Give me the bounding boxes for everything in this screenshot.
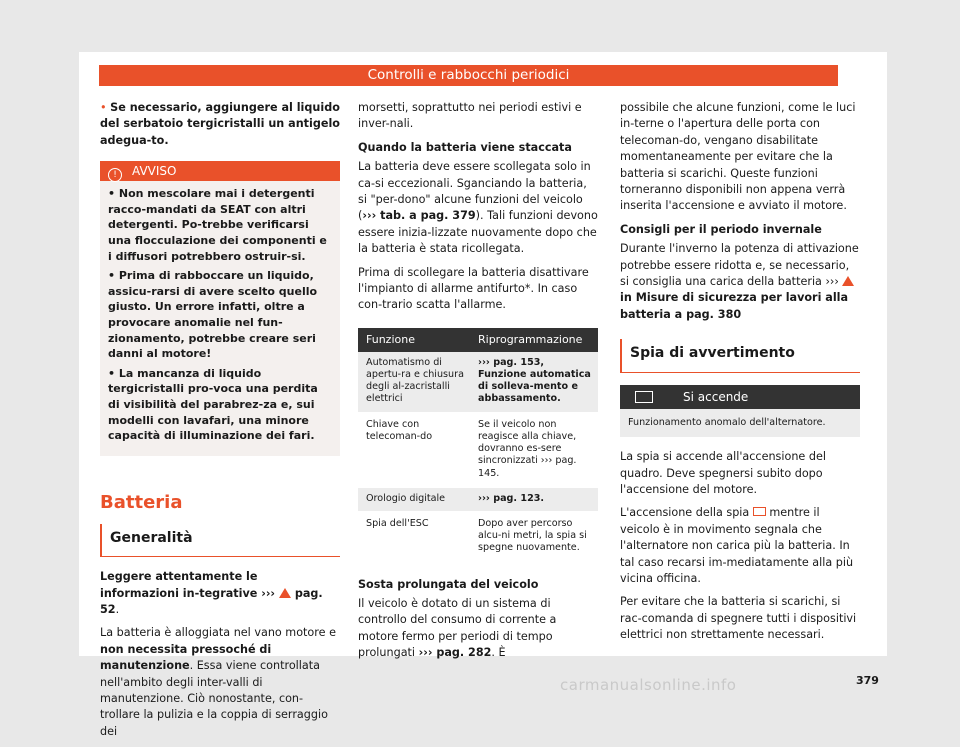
warning-triangle-icon — [279, 588, 291, 598]
warning-item: • Non mescolare mai i detergenti racco-mandati da SEAT con altri detergenti. Po-trebbe verificarsi una flocculazione dei componenti e i diffusori potrebbero ostruir-si. — [108, 187, 327, 263]
table-cell: Se il veicolo non reagisce alla chiave, dovranno es-sere sincronizzati ››› pag. 145. — [470, 413, 598, 487]
column-left — [100, 100, 340, 747]
paragraph: Per evitare che la batteria si scarichi, si rac-comanda di spegnere tutti i dispositivi elettrici non strettamente necessari. — [620, 595, 857, 642]
battery-icon — [753, 507, 766, 516]
page-header: Controlli e rabbocchi periodici — [99, 65, 838, 86]
safety-reference-link[interactable]: in Misure di sicurezza per lavori alla batteria a pag. 380 — [620, 291, 849, 321]
heading-winter: Consigli per il periodo invernale — [620, 222, 822, 236]
table-cell: Dopo aver percorso alcu-ni metri, la spia si spegne nuovamente. — [470, 512, 598, 562]
functions-table — [358, 328, 598, 563]
table-cell: Chiave con telecoman-do — [358, 413, 470, 487]
subsection-title: Generalità — [100, 524, 340, 557]
paragraph: L'accensione della spia mentre il veicolo è in movimento segnala che l'alternatore non carica più la batteria. In tal caso recarsi im-mediatamente alla più vicina officina. — [620, 506, 854, 585]
warning-item: • Prima di rabboccare un liquido, assicu-rarsi di avere scelto quello giusto. Un errore infatti, oltre a provocare anomalie nel fun-zionamento, potrebbe creare seri danni al motore! — [108, 269, 318, 361]
heading-disconnected: Quando la batteria viene staccata — [358, 140, 572, 154]
paragraph: Durante l'inverno la potenza di attivazione potrebbe essere ridotta e, se necessario, si consiglia una carica della batteria ››› in Misure di sicurezza per lavori alla batteria a pag. 380 — [620, 242, 859, 321]
warning-box — [100, 161, 340, 456]
page-reference-link[interactable]: ››› pag. 282 — [418, 646, 492, 660]
subsection-title: Spia di avvertimento — [620, 339, 860, 372]
battery-icon — [635, 391, 653, 403]
paragraph: Il veicolo è dotato di un sistema di controllo del consumo di corrente a motore fermo per periodi di tempo prolungati ››› pag. 282. È — [358, 596, 557, 660]
warning-header: ! AVVISO — [100, 161, 340, 181]
table-cell: ››› pag. 123. — [470, 487, 598, 512]
table-row — [358, 487, 598, 512]
battery-paragraph: La batteria è alloggiata nel vano motore e non necessita pressoché di manutenzione. Essa viene controllata nell'ambito degli inter-valli di manutenzione. Ciò nonostante, con-trollare la pulizia e la coppia di serraggio dei — [100, 626, 336, 738]
table-header-row — [358, 328, 598, 352]
paragraph: Prima di scollegare la batteria disattivare l'impianto di allarme antifurto*. In caso con-trario scatta l'allarme. — [358, 265, 589, 312]
table-row — [358, 352, 598, 413]
paragraph: possibile che alcune funzioni, come le luci in-terne o l'apertura delle porta con telecoman-do, vengano disabilitate momentaneamente per evitare che la batteria si scarichi. Queste funzioni torneranno disponibili non appena verrà inserita l'accensione e avviato il motore. — [620, 101, 856, 213]
table-row — [358, 512, 598, 562]
antifreeze-bullet: • Se necessario, aggiungere al liquido del serbatoio tergicristalli un antigelo adegua-to. — [100, 101, 340, 147]
table-reference-link[interactable]: ››› tab. a pag. 379 — [362, 209, 476, 223]
warning-body — [100, 181, 340, 444]
column-header: Funzione — [358, 328, 470, 352]
paragraph: morsetti, soprattutto nei periodi estivi e inver-nali. — [358, 101, 582, 131]
table-cell: ››› pag. 153, Funzione automatica di solleva-mento e abbassamento. — [470, 352, 598, 413]
table-cell: Automatismo di apertu-ra e chiusura degli al-zacristalli elettrici — [358, 352, 470, 413]
watermark: carmanualsonline.info — [560, 676, 737, 694]
table-cell: Orologio digitale — [358, 487, 470, 512]
warning-lamp-header: Si accende — [620, 385, 860, 409]
column-header: Riprogrammazione — [470, 328, 598, 352]
column-middle — [358, 100, 598, 669]
section-title: Batteria — [100, 491, 183, 513]
page-number: 379 — [856, 674, 879, 687]
read-before-note: Leggere attentamente le informazioni in-tegrative ››› pag. 52. — [100, 570, 323, 616]
warning-lamp-note: Funzionamento anomalo dell'alternatore. — [620, 409, 860, 437]
warning-triangle-icon — [842, 276, 854, 286]
paragraph: La spia si accende all'accensione del quadro. Deve spegnersi subito dopo l'accensione del motore. — [620, 450, 826, 496]
table-row — [358, 413, 598, 487]
info-icon: ! — [108, 168, 122, 182]
warning-item: • La mancanza di liquido tergicristalli pro-voca una perdita di visibilità del parabrez-za e, sui modelli con lavafari, una minore capacità di illuminazione dei fari. — [108, 366, 318, 443]
heading-long-stop: Sosta prolungata del veicolo — [358, 577, 539, 591]
table-cell: Spia dell'ESC — [358, 512, 470, 562]
paragraph: La batteria deve essere scollegata solo in ca-si eccezionali. Sganciando la batteria, si "per-dono" alcune funzioni del veicolo (››› tab. a pag. 379). Tali funzioni devono essere inizia-lizzate nuovamente dopo che la batteria è stata ricollegata. — [358, 160, 598, 256]
column-right — [620, 100, 860, 651]
